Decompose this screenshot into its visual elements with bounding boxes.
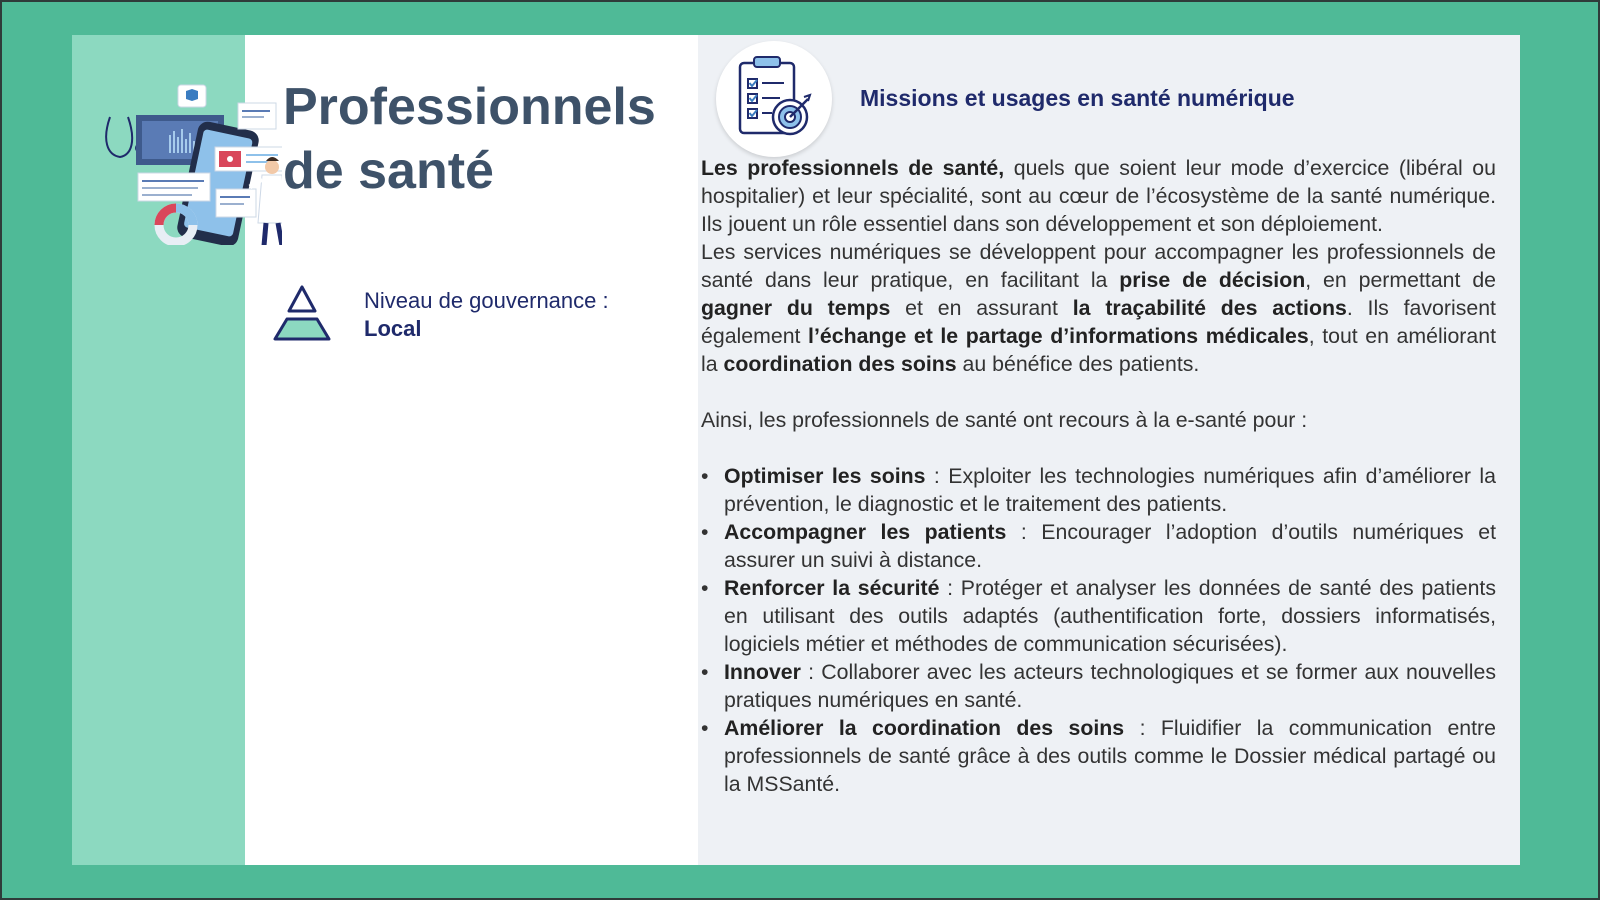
p2-text-e: . Ils favorisent également [701,296,1496,348]
bullet-label: Optimiser les soins [724,464,926,488]
bullet-text: : Collaborer avec les acteurs technologiques et se former aux nouvelles pratiques numériques en santé. [724,660,1496,712]
spacer [701,378,1496,406]
bullet-label: Accompagner les patients [724,520,1007,544]
bullet-text: : Encourager l’adoption d’outils numériques et assurer un suivi à distance. [724,520,1496,572]
governance-level [267,283,697,353]
p2-bold-4: l’échange et le partage d’informations médicales [808,324,1309,348]
governance-value: Local [364,316,422,341]
intro-paragraph-1 [701,154,1496,238]
pyramid-icon [267,283,337,345]
list-item [701,574,1496,658]
p2-text-g: au bénéfice des patients. [956,352,1200,376]
p2-text-a: Les services numériques se développent pour accompagner les professionnels de santé dans leur pratique, en facilitant la [701,240,1496,292]
list-item [701,518,1496,574]
p2-bold-1: prise de décision [1119,268,1306,292]
intro-text: quels que soient leur mode d’exercice (libéral ou hospitalier) et leur spécialité, sont au cœur de l’écosystème de la santé numérique. Ils jouent un rôle essentiel dans son développement et son déploiement. [701,156,1496,236]
list-item [701,462,1496,518]
bullet-list [701,462,1496,798]
spacer [701,434,1496,462]
clipboard-target-icon [736,55,812,141]
p2-bold-5: coordination des soins [723,352,957,376]
intro-paragraph-2 [701,238,1496,378]
missions-panel [698,35,1520,865]
slide [72,35,1520,865]
intro-bold: Les professionnels de santé, [701,156,1005,180]
governance-label: Niveau de gouvernance : [364,288,609,313]
intro-paragraph-3: Ainsi, les professionnels de santé ont recours à la e-santé pour : [701,408,1308,432]
body-text [701,154,1496,798]
p2-text-c: , en permettant de [1305,268,1497,292]
bullet-label: Renforcer la sécurité [724,576,940,600]
p2-text-d: et en assurant [890,296,1073,320]
section-title: Missions et usages en santé numérique [860,85,1295,111]
p2-bold-2: gagner du temps [701,296,891,320]
digital-health-illustration [52,45,282,245]
page-title: Professionnels de santé [283,78,656,200]
bullet-text: : Fluidifier la communication entre professionnels de santé grâce à des outils comme le Dossier médical partagé ou la MSSanté. [724,716,1496,796]
bullet-text: : Exploiter les technologies numériques afin d’améliorer la prévention, le diagnostic et le traitement des patients. [724,464,1496,516]
p2-bold-3: la traçabilité des actions [1072,296,1347,320]
governance-text [364,287,609,343]
bullet-label: Innover [724,660,801,684]
section-badge [716,41,832,157]
list-item [701,658,1496,714]
bullet-label: Améliorer la coordination des soins [724,716,1125,740]
p2-text-f: , tout en améliorant la [701,324,1496,376]
list-item [701,714,1496,798]
bullet-text: : Protéger et analyser les données de santé des patients en utilisant des outils adaptés (authentification forte, dossiers informatisés, logiciels métier et méthodes de communication sécurisées). [724,576,1496,656]
